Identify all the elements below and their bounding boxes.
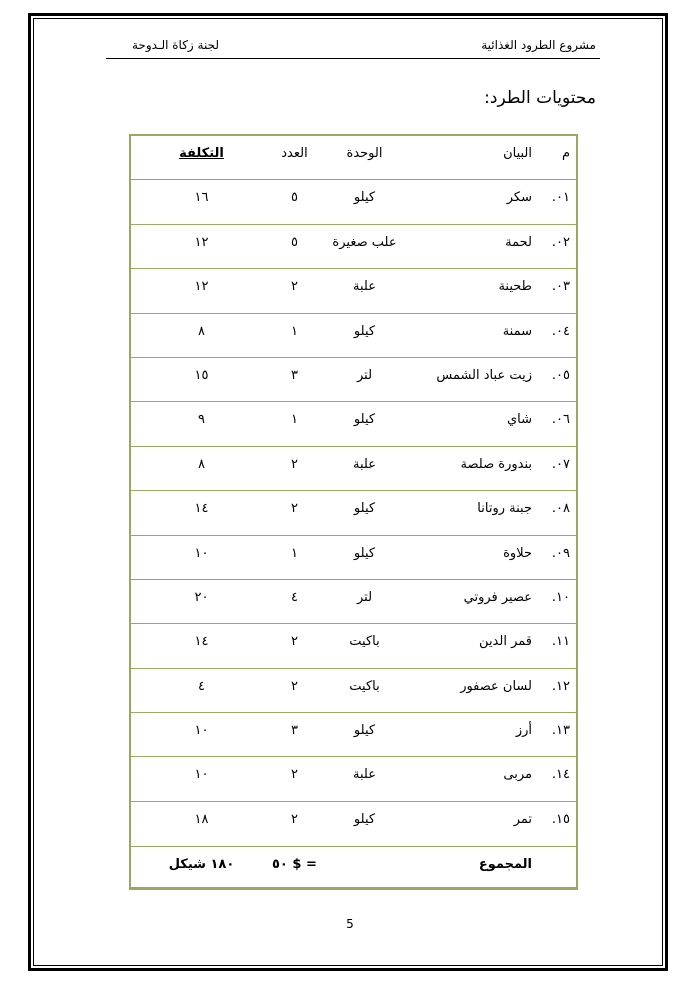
row-cost: ١٨ [194, 811, 209, 827]
row-desc: مربى [503, 767, 532, 783]
row-unit: باكيت [349, 634, 380, 650]
col-header-cost [131, 136, 272, 161]
row-desc: سمنة [502, 323, 532, 339]
row-cost: ١٤ [194, 634, 209, 650]
row-unit: كيلو [353, 811, 376, 827]
table-row [131, 802, 576, 846]
row-qty: ٥ [291, 190, 298, 206]
row-desc: عصير فروتي [463, 589, 532, 605]
header-divider [106, 58, 600, 59]
row-desc: سكر [506, 190, 532, 206]
row-qty: ٤ [291, 589, 298, 605]
row-unit: علبة [353, 767, 376, 783]
row-qty: ٢ [291, 634, 298, 650]
row-qty: ٥ [291, 234, 298, 250]
row-qty: ٣ [291, 367, 298, 383]
row-qty: ١ [291, 323, 298, 339]
row-qty: ٣ [291, 723, 298, 739]
row-desc: طحينة [498, 279, 532, 295]
total-label: المجموع [478, 857, 532, 873]
row-cost: ١٠ [194, 767, 209, 783]
table-row [131, 402, 576, 446]
row-desc: جبنة روتانا [477, 501, 532, 517]
row-qty: ١ [291, 412, 298, 428]
table-row [131, 358, 576, 402]
header-committee-name: لجنة زكاة الـدوحة [132, 38, 219, 52]
table-row [131, 180, 576, 224]
row-cost: ١٢ [194, 279, 209, 295]
row-unit: علبة [353, 456, 376, 472]
row-unit: كيلو [353, 190, 376, 206]
table-row [131, 580, 576, 624]
row-unit: كيلو [353, 723, 376, 739]
table-row [131, 314, 576, 358]
total-usd-value: ٥٠ $ = [272, 857, 317, 873]
row-num: ٠٧. [551, 456, 570, 472]
row-qty: ٢ [291, 279, 298, 295]
row-qty: ٢ [291, 501, 298, 517]
table-row [131, 269, 576, 313]
row-desc: تمر [513, 811, 532, 827]
row-num: ١٤. [551, 767, 570, 783]
total-num-cell [532, 847, 576, 857]
row-num: ١٣. [551, 723, 570, 739]
row-cost: ١٠ [194, 545, 209, 561]
row-num: ٠٤. [551, 323, 570, 339]
col-header-desc: البيان [503, 146, 532, 161]
total-unit-cell [317, 847, 412, 857]
table-row [131, 757, 576, 801]
row-desc: بندورة صلصة [460, 456, 532, 472]
row-desc: لسان عصفور [460, 678, 532, 694]
table-row [131, 713, 576, 757]
row-num: ٠٥. [551, 367, 570, 383]
table-row [131, 447, 576, 491]
row-desc: أرز [515, 723, 532, 739]
row-qty: ٢ [291, 767, 298, 783]
row-num: ١٥. [551, 811, 570, 827]
row-cost: ٨ [198, 456, 205, 472]
row-cost: ٨ [198, 323, 205, 339]
table-total-row [131, 846, 576, 888]
items-table [129, 134, 578, 890]
row-cost: ١٢ [194, 234, 209, 250]
section-title: محتويات الطرد: [484, 88, 596, 108]
row-num: ١٢. [551, 678, 570, 694]
row-desc: حلاوة [503, 545, 532, 561]
table-row [131, 491, 576, 535]
row-cost: ١٥ [194, 367, 209, 383]
row-qty: ٢ [291, 456, 298, 472]
table-header-row [131, 136, 576, 180]
total-usd [272, 847, 317, 872]
row-qty: ١ [291, 545, 298, 561]
row-cost: ٤ [198, 678, 205, 694]
row-num: ٠٨. [551, 501, 570, 517]
header-project-name: مشروع الطرود الغذائية [481, 38, 596, 52]
col-header-unit: الوحدة [346, 146, 383, 161]
total-shekel: ١٨٠ شيكل [168, 857, 235, 873]
table-row [131, 669, 576, 713]
row-num: ٠٦. [551, 412, 570, 428]
row-num: ١٠. [551, 589, 570, 605]
row-unit: علب صغيرة [332, 234, 397, 250]
row-cost: ١٦ [194, 190, 209, 206]
row-cost: ٩ [198, 412, 205, 428]
row-cost: ٢٠ [194, 589, 209, 605]
row-desc: شاي [506, 412, 532, 428]
row-qty: ٢ [291, 678, 298, 694]
row-desc: قمر الدين [479, 634, 532, 650]
col-header-num: م [561, 146, 570, 161]
row-num: ١١. [551, 634, 570, 650]
row-unit: كيلو [353, 545, 376, 561]
row-qty: ٢ [291, 811, 298, 827]
row-unit: باكيت [349, 678, 380, 694]
row-unit: كيلو [353, 501, 376, 517]
row-num: ٠٣. [551, 279, 570, 295]
page-number: 5 [346, 917, 354, 931]
table-row [131, 624, 576, 668]
row-num: ٠٩. [551, 545, 570, 561]
row-cost: ١٠ [194, 723, 209, 739]
row-unit: كيلو [353, 323, 376, 339]
row-desc: لحمة [505, 234, 532, 250]
table-row [131, 225, 576, 269]
row-unit: علبة [353, 279, 376, 295]
row-unit: كيلو [353, 412, 376, 428]
row-desc: زيت عباد الشمس [436, 367, 532, 383]
row-unit: لتر [356, 589, 373, 605]
table-row [131, 536, 576, 580]
row-num: ٠١. [551, 190, 570, 206]
row-cost: ١٤ [194, 501, 209, 517]
row-num: ٠٢. [551, 234, 570, 250]
col-header-cost-label: التكلفة [179, 146, 224, 161]
col-header-qty: العدد [281, 146, 308, 161]
row-unit: لتر [356, 367, 373, 383]
